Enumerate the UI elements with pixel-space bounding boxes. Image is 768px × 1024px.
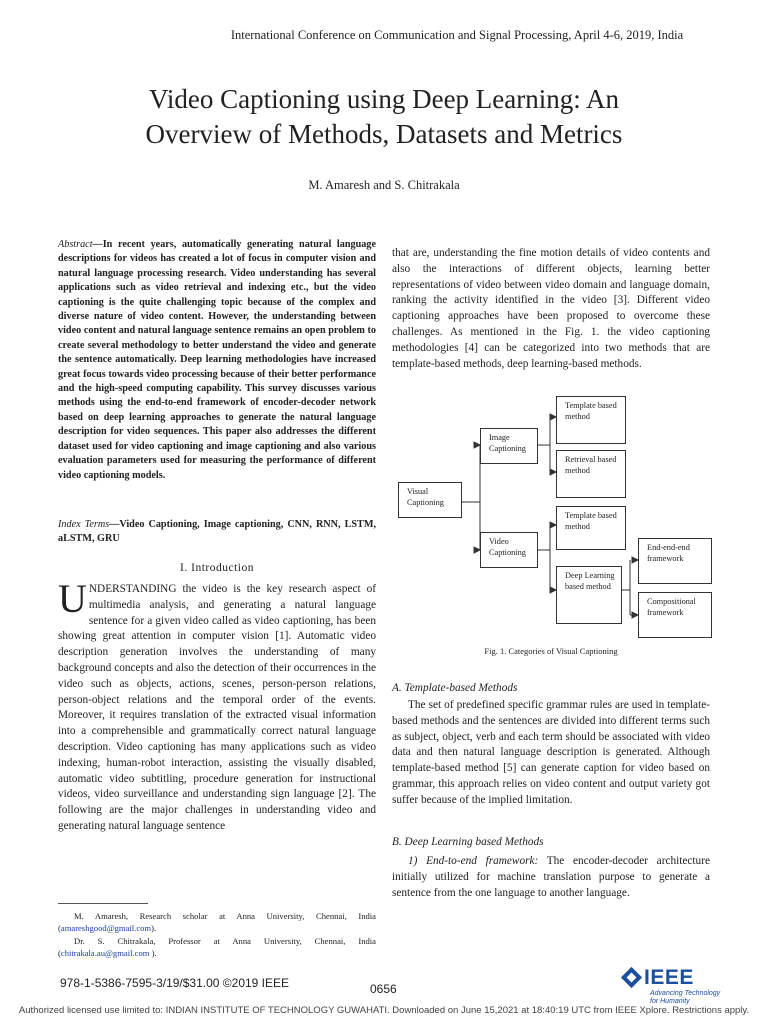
diagram-node-end-to-end: End-end-end framework (638, 538, 712, 584)
footnote-1: M. Amaresh, Research scholar at Anna University, Chennai, India (amareshgood@gmail.com). (58, 911, 376, 934)
figure-caption: Fig. 1. Categories of Visual Captioning (484, 646, 618, 656)
intro-body: the video is the key research aspect of multimedia analysis, and generating a natural language sentence for a given video called as video captioning, has been showing great attention in computer vision [1]. Automatic video description generation involves the understanding of many background concepts and also the detection of their occurrences in the video such as objects, actions, scenes, person-person relations, person-object relations and the temporal order of the events. Moreover, it requires translation of the extracted visual information into a comprehensible and grammatically correct natural language description. Video captioning has many applications such as video indexing, human-robot interaction, assisting the visually disabled, automatic video subtitling, procedure generation for instructional videos, video surveillance and understanding sign language [2]. The following are the major challenges in understanding video and generating natural language sentence (58, 583, 376, 832)
diagram-node-visual-captioning: Visual Captioning (398, 482, 462, 518)
abstract-text: In recent years, automatically generating natural language descriptions for videos has created a lot of focus in computer vision and natural language processing research. Video understanding has several applications such as video retrieval and indexing etc., but the video captioning is the quite challenging topic because of the complex and diverse nature of video content. However, the understanding between video content and natural language sentence remains an open problem to create several methodology to better understand the video and generate the sentence automatically. Deep learning methodologies have increased great focus towards video processing because of their better performance and the high-speed computing capability. This survey discusses various methods using the end-to-end framework of encoder-decoder network based on deep learning approaches to generate the natural language description for video sequences. This paper also addresses the different dataset used for video captioning and image captioning and also various evaluation parameters used for measuring the performance of different video captioning models. (58, 239, 376, 481)
title-line-1: Video Captioning using Deep Learning: An (148, 84, 620, 114)
diagram-node-compositional: Compositional framework (638, 592, 712, 638)
index-terms-label: Index Terms (58, 519, 110, 530)
intro-first-word: NDERSTANDING (88, 583, 177, 595)
abstract-label: Abstract (58, 239, 93, 250)
right-column-intro-text: that are, understanding the fine motion details of video contents and also the interactions of different objects, learning better representations of video between video domain and language domain, ranking the activity identified in the video [3]. Different video captioning approaches have been proposed to overcome these challenges. As mentioned in the Fig. 1. the video captioning methodologies [4] can be categorized into two methods that are template-based methods, deep learning-based methods. (392, 247, 710, 370)
diagram-node-template-video: Template based method (556, 506, 626, 550)
diagram-node-retrieval: Retrieval based method (556, 450, 626, 498)
title-line-2: Overview of Methods, Datasets and Metrics (145, 119, 623, 149)
authors: M. Amaresh and S. Chitrakala (308, 178, 460, 192)
index-terms: Index Terms—Video Captioning, Image captioning, CNN, RNN, LSTM, aLSTM, GRU (58, 519, 376, 545)
email-link-2[interactable]: chitrakala.au@gmail.com (60, 948, 150, 959)
section-b-text: 1) End-to-end framework: The encoder-decoder architecture initially utilized for machine translation purpose to generate a sentence from the one language to another language. (392, 855, 710, 899)
footnote-2: Dr. S. Chitrakala, Professor at Anna University, Chennai, India (chitrakala.au@gmail.com ). (58, 935, 376, 959)
email-link-1[interactable]: amareshgood@gmail.com (60, 923, 152, 934)
section-a-title: A. Template-based Methods (392, 682, 518, 694)
conference-header: International Conference on Communication and Signal Processing, April 4-6, 2019, India (230, 28, 684, 42)
drop-cap: U (58, 576, 87, 621)
diagram-node-image-captioning: Image Captioning (480, 428, 538, 464)
ieee-wordmark: IEEE (644, 966, 694, 989)
ieee-diamond-icon (621, 967, 642, 988)
isbn-copyright: 978-1-5386-7595-3/19/$31.00 ©2019 IEEE (60, 976, 290, 990)
ieee-tagline: Advancing Technology for Humanity (650, 990, 721, 1005)
footnote-rule (58, 903, 148, 904)
section-introduction-title: I. Introduction (180, 562, 254, 574)
introduction-text (58, 576, 376, 835)
page-number: 0656 (370, 982, 397, 996)
section-a-text: The set of predefined specific grammar rules are used in template-based methods and the sentences are divided into different terms such as subject, object, verb and each term should be associated with video data and then natural language description is generated. Although template-based method [5] can generate caption for video based on grammar, this approach relies on video content and output variety got suffer because of the implied limitation. (392, 699, 710, 806)
index-terms-text: Video Captioning, Image captioning, CNN, RNN, LSTM, aLSTM, GRU (58, 519, 376, 545)
paper-title (40, 82, 728, 152)
section-b-subheading: 1) End-to-end framework: (408, 855, 539, 867)
diagram-node-deep-learning: Deep Learning based method (556, 566, 622, 624)
footnotes (58, 910, 376, 960)
section-b-title: B. Deep Learning based Methods (392, 836, 544, 848)
license-footer: Authorized licensed use limited to: INDIAN INSTITUTE OF TECHNOLOGY GUWAHATI. Downloaded on June 15,2021 at 18:40:19 UTC from IEEE Xplore. Restrictions apply. (18, 1005, 750, 1016)
diagram-node-template-image: Template based method (556, 396, 626, 444)
abstract: Abstract—In recent years, automatically generating natural language descriptions for videos has created a lot of focus in computer vision and natural language processing research. Video understanding has several applications such as video retrieval and indexing etc., but the video captioning is the quite challenging topic because of the complex and diverse nature of video content. However, the understanding between video content and natural language sentence remains an open problem to create several methodology to better understand the video and generate the sentence automatically. Deep learning methodologies have increased great focus towards video processing because of their better performance and the high-speed computing capability. This survey discusses various methods using the end-to-end framework of encoder-decoder network based on deep learning approaches to generate the natural language description for video sequences. This paper also addresses the different dataset used for video captioning and image captioning and also various evaluation parameters used for measuring the performance of different video captioning models. (58, 239, 376, 481)
ieee-logo (622, 968, 722, 1008)
diagram-node-video-captioning: Video Captioning (480, 532, 538, 568)
